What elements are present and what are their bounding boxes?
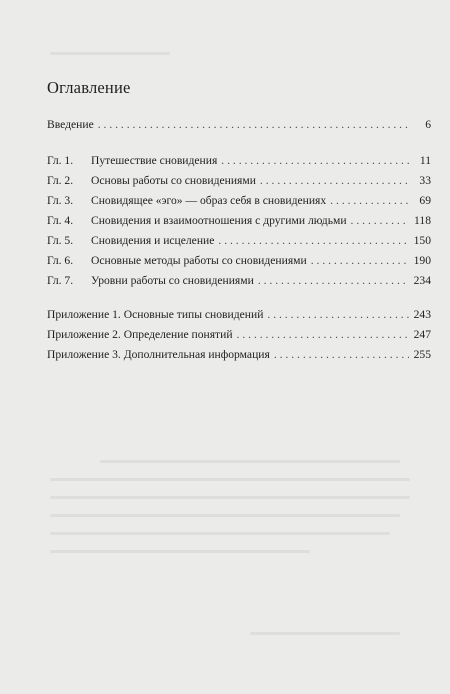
- dot-leader: [98, 115, 409, 135]
- toc-page-number: 243: [413, 308, 431, 321]
- dot-leader: [330, 191, 409, 211]
- show-through-line: [50, 496, 410, 499]
- chapter-number: Гл. 4.: [47, 214, 74, 227]
- toc-page-number: 118: [414, 214, 431, 227]
- toc-entry-appendix-1: [47, 305, 431, 325]
- toc-entry-chapter-5: [47, 231, 431, 251]
- table-of-contents: [47, 78, 431, 365]
- toc-entry-text: Приложение 1. Основные типы сновидений: [47, 308, 264, 321]
- toc-page-number: 6: [425, 118, 431, 131]
- show-through-line: [50, 478, 410, 481]
- toc-entry-text: Сновидения и взаимоотношения с другими людьми: [91, 214, 347, 227]
- toc-page-number: 69: [419, 194, 431, 207]
- toc-entry-chapter-4: [47, 211, 431, 231]
- dot-leader: [311, 251, 409, 271]
- toc-entry-chapter-2: [47, 171, 431, 191]
- show-through-line: [100, 460, 400, 463]
- toc-entry-text: Приложение 3. Дополнительная информация: [47, 348, 270, 361]
- toc-page-number: 190: [413, 254, 431, 267]
- toc-page-number: 255: [413, 348, 431, 361]
- toc-page-number: 234: [413, 274, 431, 287]
- chapter-number: Гл. 6.: [47, 254, 74, 267]
- toc-entry-text: Основные методы работы со сновидениями: [91, 254, 307, 267]
- chapter-number: Гл. 7.: [47, 274, 74, 287]
- show-through-line: [250, 632, 400, 635]
- dot-leader: [258, 271, 409, 291]
- toc-entry-intro: [47, 115, 431, 135]
- show-through-line: [50, 52, 170, 55]
- toc-title: Оглавление: [47, 78, 131, 97]
- toc-entry-chapter-3: [47, 191, 431, 211]
- dot-leader: [351, 211, 409, 231]
- toc-entry-appendix-2: [47, 325, 431, 345]
- toc-entry-text: Уровни работы со сновидениями: [91, 274, 254, 287]
- show-through-line: [50, 550, 310, 553]
- chapter-number: Гл. 2.: [47, 174, 74, 187]
- toc-entry-text: Сновидящее «эго» — образ себя в сновидениях: [91, 194, 327, 207]
- toc-entry-text: Путешествие сновидения: [91, 154, 218, 167]
- show-through-line: [50, 514, 400, 517]
- chapter-number: Гл. 3.: [47, 194, 74, 207]
- dot-leader: [221, 151, 409, 171]
- toc-entry-appendix-3: [47, 345, 431, 365]
- toc-entry-text: Введение: [47, 118, 94, 131]
- toc-page-number: 11: [419, 154, 431, 167]
- show-through-line: [50, 532, 390, 535]
- toc-page-number: 247: [413, 328, 431, 341]
- toc-page-number: 150: [413, 234, 431, 247]
- toc-entry-text: Приложение 2. Определение понятий: [47, 328, 233, 341]
- chapter-number: Гл. 1.: [47, 154, 74, 167]
- toc-entry-chapter-7: [47, 271, 431, 291]
- dot-leader: [218, 231, 409, 251]
- toc-entry-chapter-1: [47, 151, 431, 171]
- dot-leader: [260, 171, 409, 191]
- dot-leader: [267, 305, 409, 325]
- toc-page-number: 33: [419, 174, 431, 187]
- toc-entry-text: Сновидения и исцеление: [91, 234, 215, 247]
- dot-leader: [274, 345, 409, 365]
- chapter-number: Гл. 5.: [47, 234, 74, 247]
- dot-leader: [237, 325, 409, 345]
- toc-entry-text: Основы работы со сновидениями: [91, 174, 256, 187]
- toc-entry-chapter-6: [47, 251, 431, 271]
